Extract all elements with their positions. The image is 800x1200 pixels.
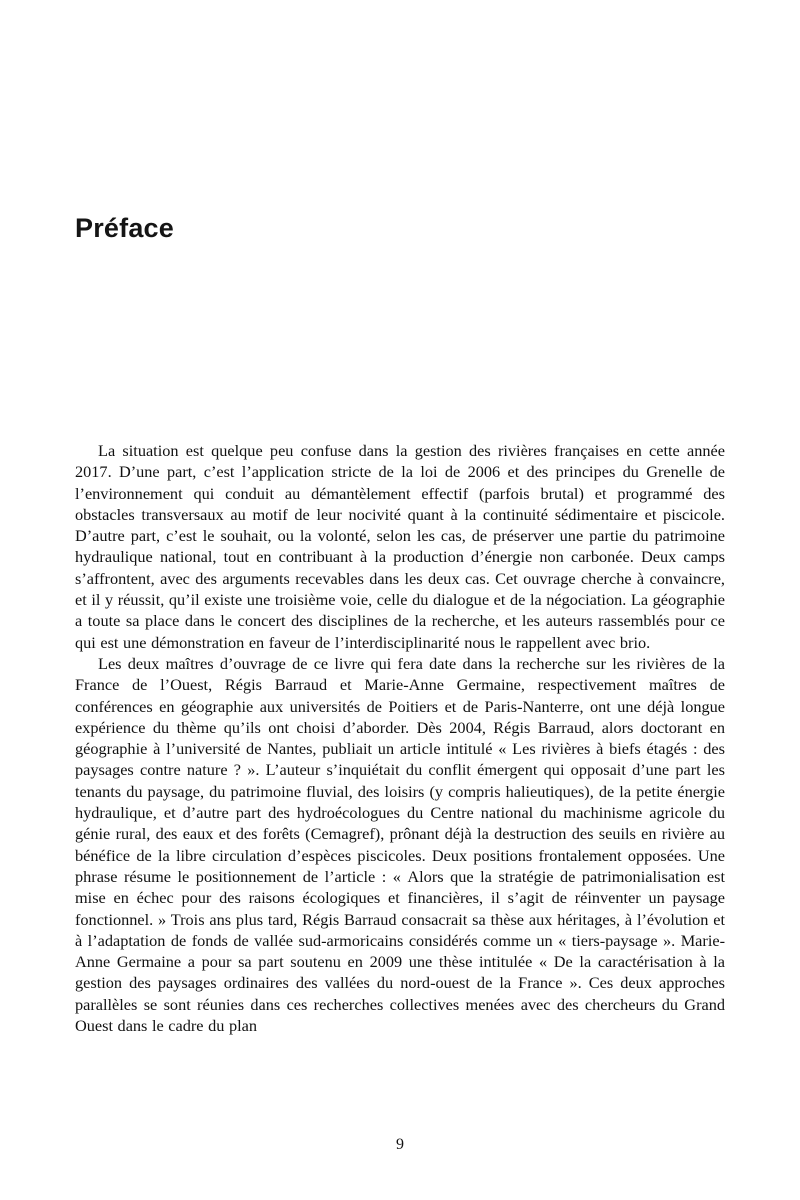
paragraph: Les deux maîtres d’ouvrage de ce livre qui fera date dans la recherche sur les rivières de la France de l’Ouest, Régis Barraud et Marie-Anne Germaine, respectivement maîtres de conférences en géographie aux universités de Poitiers et de Paris-Nanterre, ont une déjà longue expérience du thème qu’ils ont choisi d’aborder. Dès 2004, Régis Barraud, alors doctorant en géographie à l’université de Nantes, publiait un article intitulé « Les rivières à biefs étagés : des paysages contre nature ? ». L’auteur s’inquiétait du conflit émergent qui opposait d’une part les tenants du paysage, du patrimoine fluvial, des loisirs (y compris halieutiques), de la petite énergie hydraulique, et d’autre part des hydroécologues du Centre national du machinisme agricole du génie rural, des eaux et des forêts (Cemagref), prônant déjà la destruction des seuils en rivière au bénéfice de la libre circulation d’espèces piscicoles. Deux positions frontalement opposées. Une phrase résume le positionnement de l’article : « Alors que la stratégie de patrimonialisation est mise en échec pour des raisons écologiques et financières, il s’agit de réinventer un paysage fonctionnel. » Trois ans plus tard, Régis Barraud consacrait sa thèse aux héritages, à l’évolution et à l’adaptation de fonds de vallée sud-armoricains considérés comme un « tiers-paysage ». Marie-Anne Germaine a pour sa part soutenu en 2009 une thèse intitulée « De la caractérisation à la gestion des paysages ordinaires des vallées du nord-ouest de la France ». Ces deux approches parallèles se sont réunies dans ces recherches collectives menées avec des chercheurs du Grand Ouest dans le cadre du plan	[75, 653, 725, 1036]
preface-body	[75, 440, 725, 1036]
page-number: 9	[396, 1136, 404, 1153]
page-title: Préface	[75, 213, 174, 244]
paragraph: La situation est quelque peu confuse dans la gestion des rivières françaises en cette année 2017. D’une part, c’est l’application stricte de la loi de 2006 et des principes du Grenelle de l’environnement qui conduit au démantèlement effectif (parfois brutal) et programmé des obstacles transversaux au motif de leur nocivité quant à la continuité sédimentaire et piscicole. D’autre part, c’est le souhait, ou la volonté, selon les cas, de préserver une partie du patrimoine hydraulique national, tout en contribuant à la production d’énergie non carbonée. Deux camps s’affrontent, avec des arguments recevables dans les deux cas. Cet ouvrage cherche à convaincre, et il y réussit, qu’il existe une troisième voie, celle du dialogue et de la négociation. La géographie a toute sa place dans le concert des disciplines de la recherche, et les auteurs rassemblés pour ce qui est une démonstration en faveur de l’interdisciplinarité nous le rappellent avec brio.	[75, 441, 725, 652]
